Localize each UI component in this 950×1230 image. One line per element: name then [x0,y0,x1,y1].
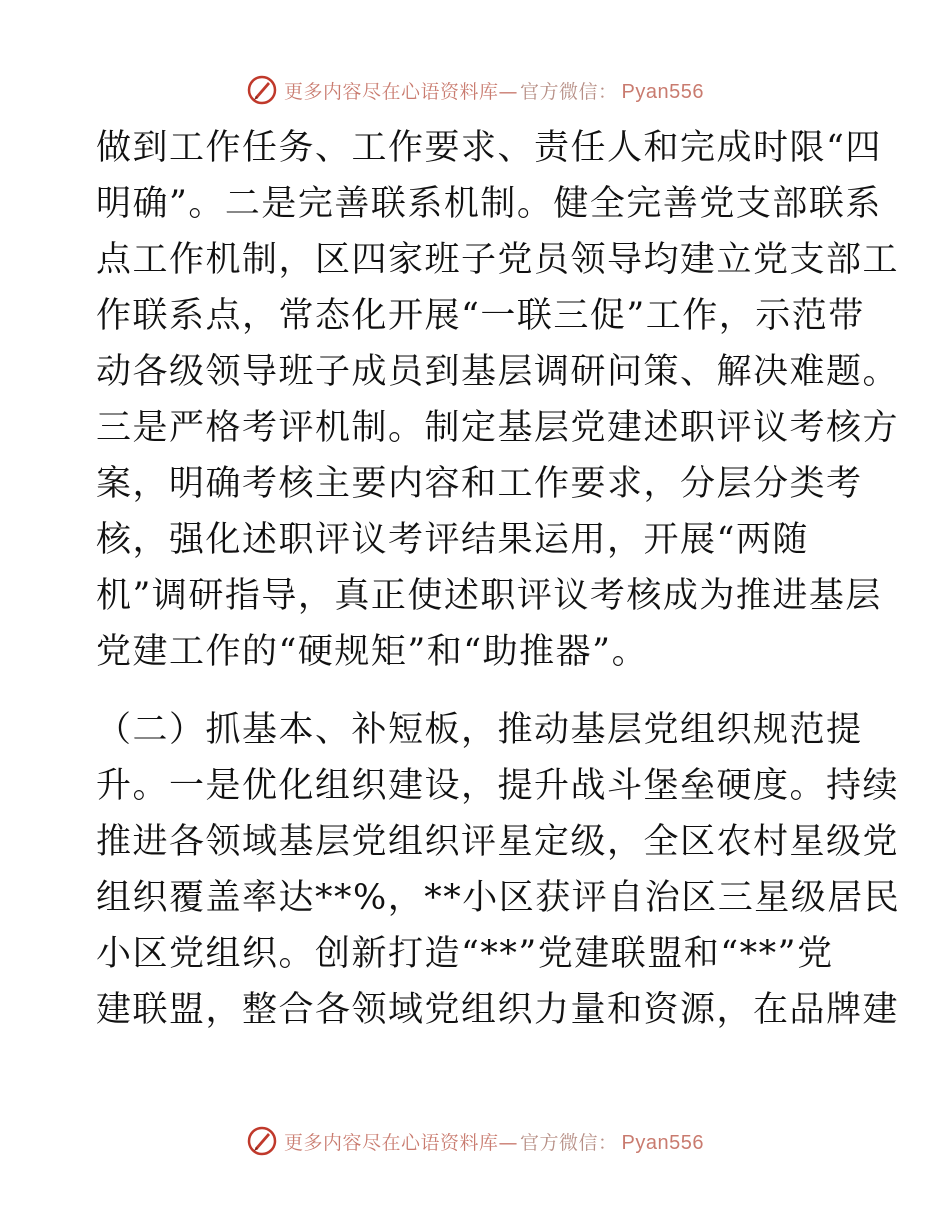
text-line: 推进各领域基层党组织评星定级，全区农村星级党 [96,822,900,862]
watermark-main-text: 更多内容尽在心语资料库 [284,80,499,103]
text-line: 作联系点，常态化开展“一联三促”工作，示范带 [96,296,865,336]
watermark-label: 官方微信： [520,80,618,103]
text-line: 小区党组织。创新打造“**”党建联盟和“**”党 [96,934,834,974]
document-body [96,120,901,1038]
text-line: 明确”。二是完善联系机制。健全完善党支部联系 [96,184,882,224]
watermark-header [0,73,950,107]
text-line: 机”调研指导，真正使述职评议考核成为推进基层 [96,576,882,616]
text-line: 案，明确考核主要内容和工作要求，分层分类考 [96,464,863,504]
watermark-footer [0,1124,950,1158]
text-line: 做到工作任务、工作要求、责任人和完成时限“四 [96,128,882,168]
watermark-dash: — [498,80,519,103]
text-line: 三是严格考评机制。制定基层党建述职评议考核方 [96,408,900,448]
text-line: 组织覆盖率达**%，**小区获评自治区三星级居民 [96,878,901,918]
watermark-dash: — [498,1131,519,1154]
paragraph [96,120,900,680]
watermark-label: 官方微信： [520,1131,618,1154]
text-line: （二）抓基本、补短板，推动基层党组织规范提 [96,710,863,750]
watermark-main-text: 更多内容尽在心语资料库 [284,1131,499,1154]
watermark-id: Pyan556 [621,80,704,103]
paragraph [96,702,901,1038]
text-line: 动各级领导班子成员到基层调研问策、解决难题。 [96,352,900,392]
text-line: 党建工作的“硬规矩”和“助推器”。 [96,632,649,672]
text-line: 核，强化述职评议考评结果运用，开展“两随 [96,520,809,560]
text-line: 升。一是优化组织建设，提升战斗堡垒硬度。持续 [96,766,900,806]
quill-logo-icon [246,74,278,106]
text-line: 建联盟，整合各领域党组织力量和资源，在品牌建 [96,990,900,1030]
text-line: 点工作机制，区四家班子党员领导均建立党支部工 [96,240,900,280]
watermark-id: Pyan556 [621,1131,704,1154]
quill-logo-icon [246,1125,278,1157]
